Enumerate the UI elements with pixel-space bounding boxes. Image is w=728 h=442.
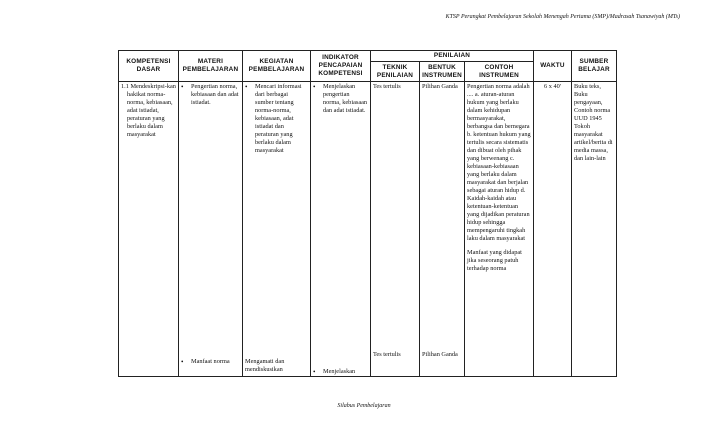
indikator-item-2: • Menjelaskan (313, 368, 368, 376)
page-footer: Silabus Pembelajaran (337, 403, 391, 409)
cell-teknik (371, 82, 420, 377)
col-contoh: CONTOH INSTRUMEN (465, 62, 534, 82)
col-bentuk: BENTUK INSTRUMEN (420, 62, 465, 82)
header-row-1 (119, 51, 617, 62)
waktu-value: 6 x 40' (544, 83, 561, 90)
cell-waktu (534, 82, 572, 377)
cell-materi (179, 82, 243, 377)
indikator-item-1: • Menjelaskan pengertian norma, kebiasaan dan adat istiadat. (313, 83, 368, 115)
col-kd: KOMPETENSI DASAR (119, 51, 179, 82)
cell-indikator (311, 82, 371, 377)
col-sumber: SUMBER BELAJAR (572, 51, 617, 82)
bentuk-item-2: Pilihan Ganda (422, 351, 458, 358)
syllabus-table (118, 50, 617, 377)
teknik-item-2: Tes tertulis (373, 351, 401, 358)
col-indikator: INDIKATOR PENCAPAIAN KOMPETENSI (311, 51, 371, 82)
materi-item-1: • Pengertian norma, kebiasaan dan adat istiadat. (181, 83, 240, 107)
table-row (119, 82, 617, 377)
bentuk-item-1: Pilihan Ganda (422, 83, 458, 90)
cell-contoh (465, 82, 534, 377)
cell-kd (119, 82, 179, 377)
cell-bentuk (420, 82, 465, 377)
sumber-text: Buku teks, Buku pengayaan, Contoh norma UUD 1945 Tokoh masyarakat artikel/berita di media massa, dan lain-lain (574, 83, 613, 162)
cell-kegiatan (243, 82, 311, 377)
kd-text: 1.1 Mendeskripsi-kan hakikat norma-norma, kebiasaan, adat istiadat, peraturan yang berlaku dalam masyarakat (121, 83, 176, 138)
col-waktu: WAKTU (534, 51, 572, 82)
contoh-item-2: Manfaat yang didapat jika seseorang patuh terhadap norma (467, 249, 522, 272)
contoh-item-1: Pengertian norma adalah .... a. aturan-aturan hukum yang berlaku dalam kehidupan bermasyarakat, berbangsa dan bernegara b. ketentuan hukum yang tertulis secara sistematis dan dibuat oleh pihak yang berwenang c. kebiasaan-kebiasaan yang berlaku dalam masyarakat dan berjalan sebagai aturan hidup d. Kaidah-kaidah atau ketentuan-ketentuan yang dijadikan peraturan hidup sehingga mempengaruhi tingkah laku dalam masyarakat (467, 83, 531, 242)
col-kegiatan: KEGIATAN PEMBELAJARAN (243, 51, 311, 82)
teknik-item-1: Tes tertulis (373, 83, 401, 90)
page-header: KTSP Perangkat Pembelajaran Sekolah Menengah Pertama (SMP)/Madrasah Tsanawiyah (MTs) (445, 14, 680, 20)
col-materi: MATERI PEMBELAJARAN (179, 51, 243, 82)
kegiatan-item-1: • Mencari informasi dari berbagai sumber tentang norma-norma, kebiasaan, adat istiadat dan peraturan yang berlaku dalam masyarakat (245, 83, 308, 155)
kegiatan-item-2: Mengamati dan mendiskusikan (245, 358, 285, 373)
materi-item-2: • Manfaat norma (181, 358, 240, 366)
col-teknik: TEKNIK PENILAIAN (371, 62, 420, 82)
cell-sumber (572, 82, 617, 377)
col-penilaian: PENILAIAN (371, 51, 534, 62)
